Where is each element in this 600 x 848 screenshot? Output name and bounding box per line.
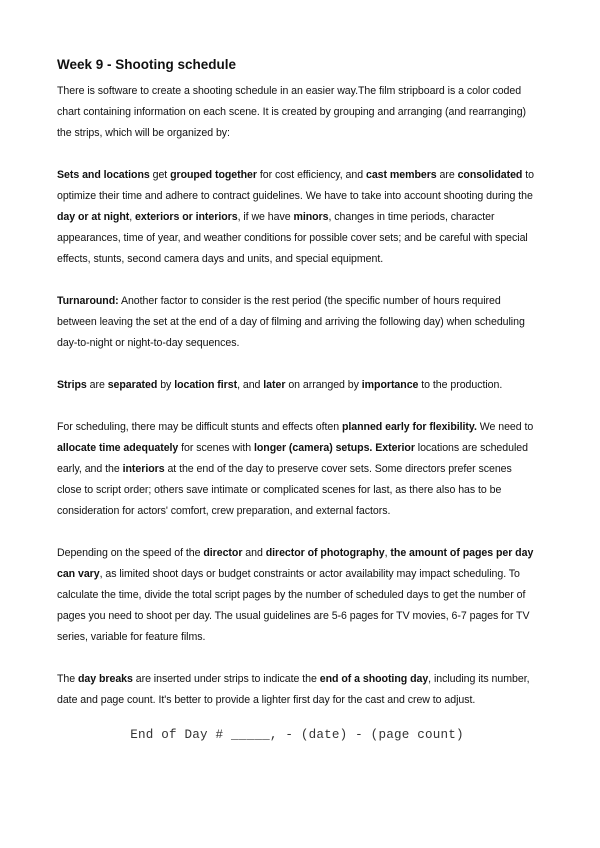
text-run: , and xyxy=(237,379,264,391)
bold-text: exteriors or interiors xyxy=(135,211,238,223)
bold-text: day or at night xyxy=(57,211,130,223)
bold-text: interiors xyxy=(122,463,165,475)
text-run: on arranged by xyxy=(285,379,362,391)
bold-text: the amount of pages per day can vary xyxy=(57,547,534,580)
bold-text: cast members xyxy=(365,169,437,181)
document-body xyxy=(57,56,537,744)
text-run: locations are scheduled early, and the xyxy=(57,442,528,475)
bold-text: Turnaround: xyxy=(57,295,119,307)
text-run: Another factor to consider is the rest period (the specific number of hours required between leaving the set at the end of a day of filming and arriving the following day) when scheduling day-to-night or night-to-day sequences. xyxy=(57,295,525,349)
bold-text: Exterior xyxy=(375,442,415,454)
bold-text: director xyxy=(203,547,243,559)
paragraph xyxy=(57,375,537,396)
bold-text: minors xyxy=(293,211,329,223)
text-run: are xyxy=(86,379,108,391)
text-run: for scenes with xyxy=(178,442,254,454)
text-run: , xyxy=(129,211,136,223)
text-run: get xyxy=(149,169,171,181)
text-run: , including its number, date and page count. It's better to provide a lighter first day for the cast and crew to adjust. xyxy=(57,673,530,706)
paragraph xyxy=(57,543,537,648)
text-run: are xyxy=(436,169,458,181)
text-run: for cost efficiency, and xyxy=(256,169,366,181)
text-run: There is software to create a shooting schedule in an easier way.The film stripboard is a color coded chart containing information on each scene. It is created by grouping and arranging (and rearranging) the strips, which will be organized by: xyxy=(57,85,527,139)
bold-text: director of photography xyxy=(265,547,385,559)
text-run: , if we have xyxy=(237,211,294,223)
paragraph xyxy=(57,165,537,270)
bold-text: Strips xyxy=(57,379,87,391)
bold-text: later xyxy=(263,379,286,391)
text-run: by xyxy=(157,379,175,391)
text-run: to optimize their time and adhere to contract guidelines. We have to take into account shooting during the xyxy=(57,169,534,202)
bold-text: planned early for flexibility. xyxy=(341,421,477,433)
text-run: We need to xyxy=(476,421,534,433)
bold-text: end of a shooting day xyxy=(319,673,429,685)
text-run: to the production. xyxy=(418,379,503,391)
bold-text: importance xyxy=(361,379,419,391)
bold-text: grouped together xyxy=(170,169,257,181)
text-run: at the end of the day to preserve cover sets. Some directors prefer scenes close to script order; others save intimate or complicated scenes for last, as there also has to be consideration for actors' comfort, crew preparation, and external factors. xyxy=(57,463,512,517)
paragraph xyxy=(57,291,537,354)
text-run: , changes in time periods, character appearances, time of year, and weather conditions for possible cover sets; and be careful with special effects, stunts, second camera days and units, and special equipment. xyxy=(57,211,528,265)
text-run: For scheduling, there may be difficult stunts and effects often xyxy=(57,421,342,433)
bold-text: consolidated xyxy=(457,169,523,181)
text-run: The xyxy=(57,673,78,685)
bold-text: longer (camera) setups. xyxy=(253,442,373,454)
paragraph xyxy=(57,669,537,711)
end-of-day-example: End of Day # _____, - (date) - (page count) xyxy=(130,728,464,742)
bold-text: day breaks xyxy=(78,673,133,685)
bold-text: Sets and locations xyxy=(57,169,150,181)
paragraphs-container xyxy=(57,81,537,711)
text-run: , as limited shoot days or budget constraints or actor availability may impact scheduling. To calculate the time, divide the total script pages by the number of scheduled days to get the number of pages you need to shoot per day. The usual guidelines are 5-6 pages for TV movies, 6-7 pages for TV series, variable for feature films. xyxy=(57,568,530,643)
paragraph xyxy=(57,417,537,522)
text-run: and xyxy=(242,547,266,559)
text-run: , xyxy=(384,547,391,559)
paragraph xyxy=(57,81,537,144)
bold-text: allocate time adequately xyxy=(57,442,179,454)
page-title: Week 9 - Shooting schedule xyxy=(57,57,237,72)
bold-text: location first xyxy=(174,379,238,391)
bold-text: separated xyxy=(107,379,158,391)
text-run: are inserted under strips to indicate the xyxy=(132,673,320,685)
text-run: Depending on the speed of the xyxy=(57,547,204,559)
